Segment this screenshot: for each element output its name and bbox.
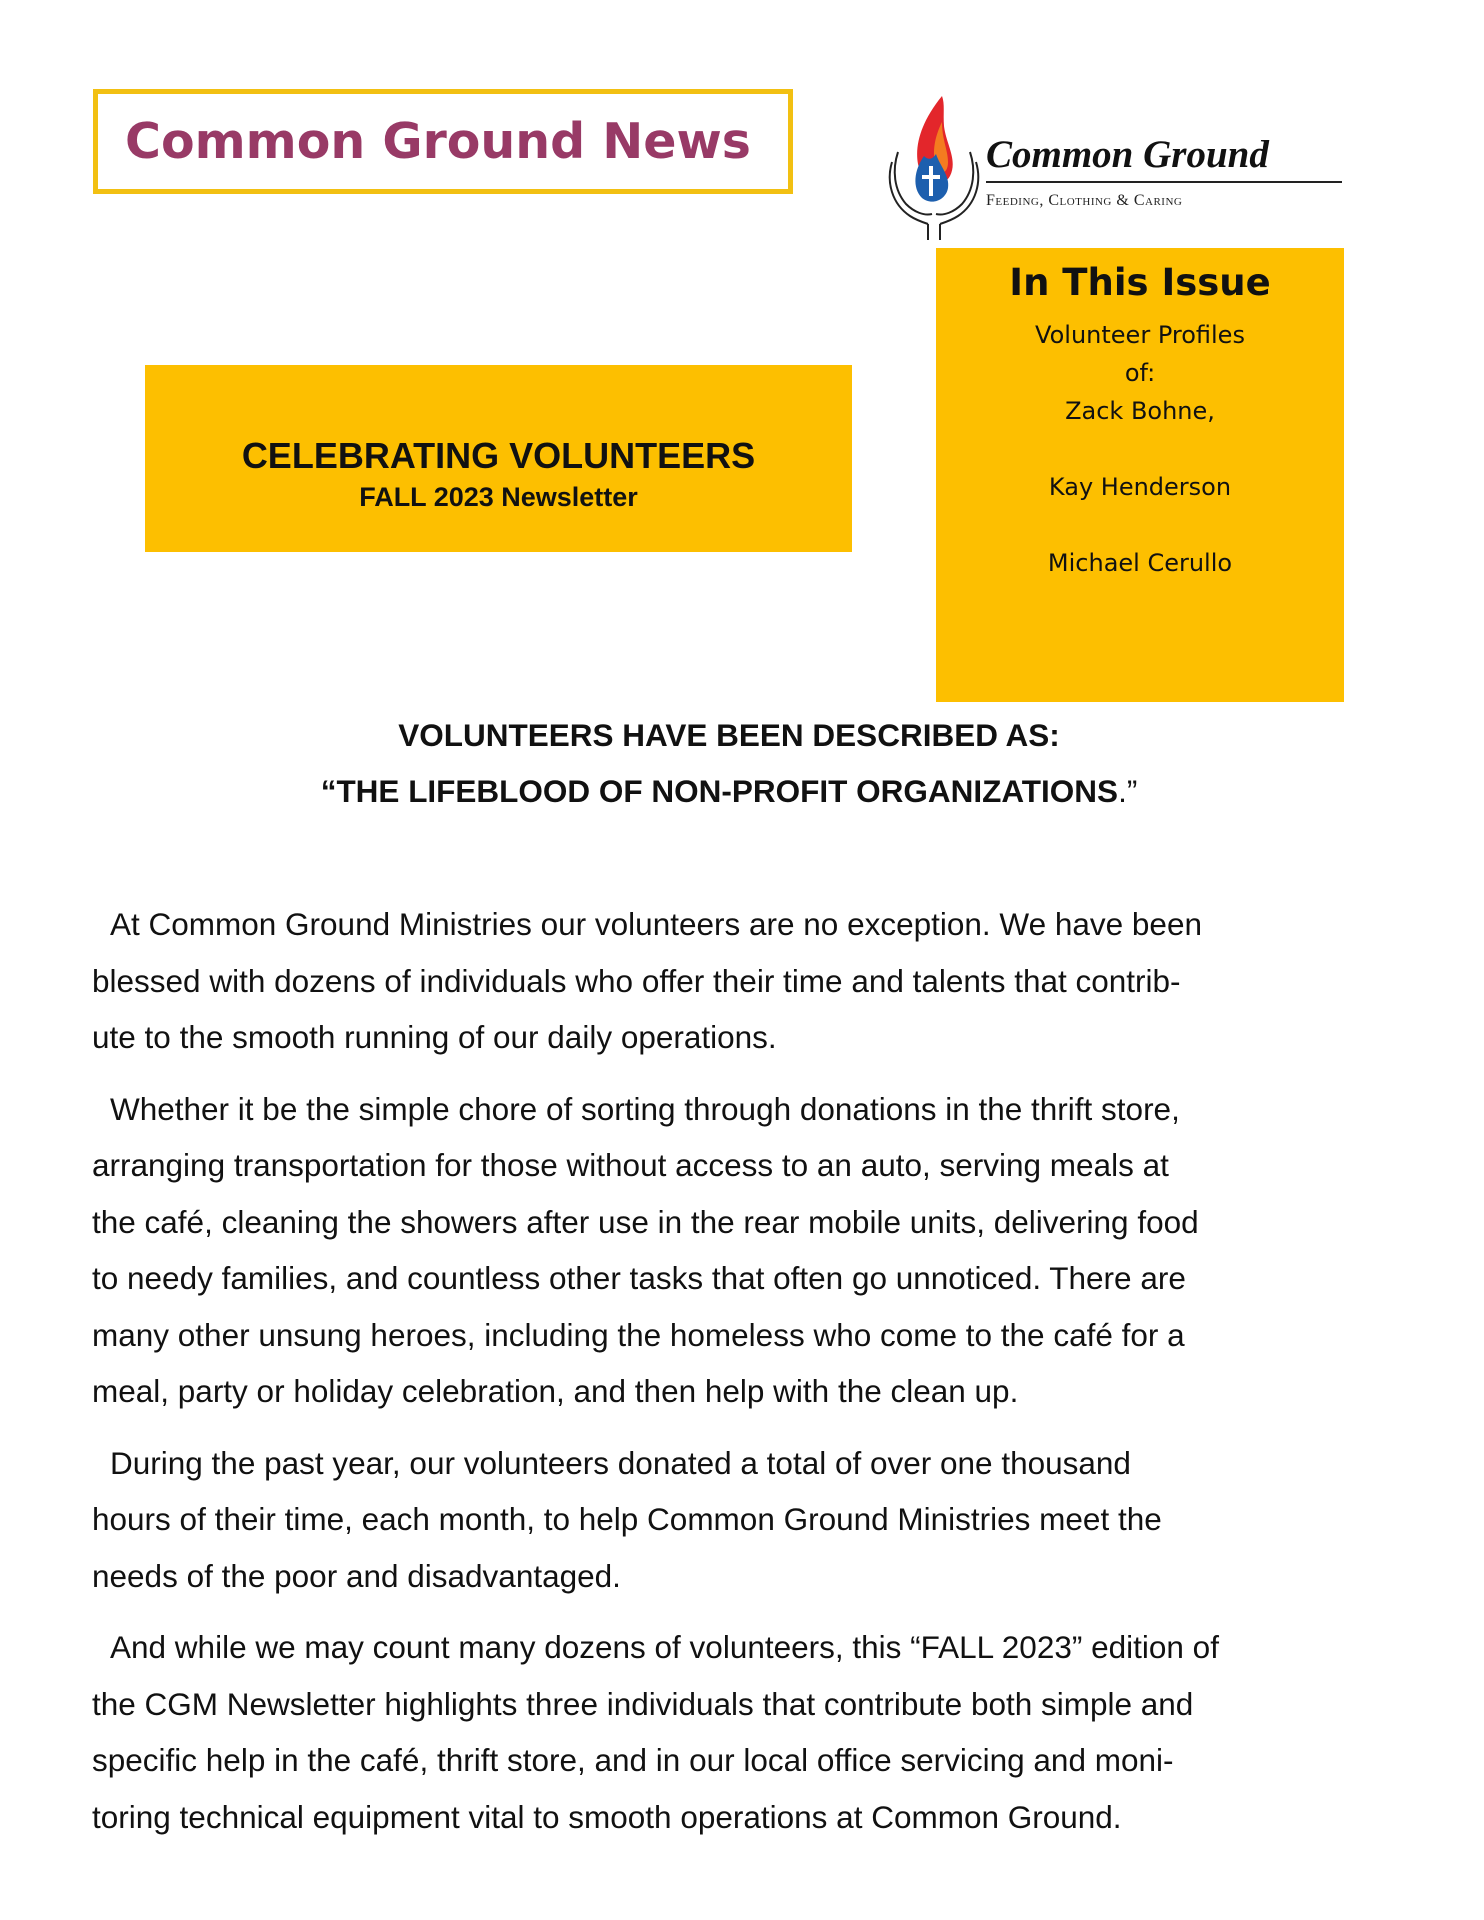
title-box [93, 89, 793, 194]
issue-line: Michael Cerullo [1047, 549, 1233, 577]
text-line: the CGM Newsletter highlights three individuals that contribute both simple and [92, 1685, 1194, 1722]
text-line: At Common Ground Ministries our volunteers are no exception. We have been [110, 906, 1202, 942]
quote-text: “THE LIFEBLOOD OF NON-PROFIT ORGANIZATIONS [320, 773, 1119, 809]
article-body [92, 896, 1382, 1860]
text-line: many other unsung heroes, including the homeless who come to the café for a [92, 1316, 1185, 1353]
text-line: Whether it be the simple chore of sorting through donations in the thrift store, [110, 1090, 1180, 1127]
common-ground-logo [884, 92, 1344, 247]
banner-subtitle: FALL 2023 Newsletter [359, 482, 638, 512]
issue-line: Volunteer Profiles [1035, 321, 1245, 349]
celebrating-banner [145, 365, 852, 552]
lifeblood-quote [93, 707, 1365, 819]
issue-line: Zack Bohne, [1065, 397, 1215, 425]
quote-line: VOLUNTEERS HAVE BEEN DESCRIBED AS: [398, 717, 1060, 753]
text-line: specific help in the café, thrift store, and in our local office servicing and moni- [92, 1742, 1174, 1778]
quote-end: .” [1118, 773, 1138, 809]
text-line: During the past year, our volunteers donated a total of over one thousand [110, 1444, 1131, 1481]
in-this-issue-box [936, 248, 1344, 702]
quote-line [93, 763, 1365, 819]
paragraph [92, 1081, 1382, 1420]
text-line: ute to the smooth running of our daily operations. [92, 1019, 777, 1055]
logo-tagline: Feeding, Clothing & Caring [986, 192, 1183, 209]
flame-hands-icon [884, 92, 984, 247]
text-line: hours of their time, each month, to help Common Ground Ministries meet the [92, 1501, 1162, 1537]
text-line: meal, party or holiday celebration, and then help with the clean up. [92, 1373, 1019, 1409]
text-line: the café, cleaning the showers after use in the rear mobile units, delivering food [92, 1203, 1199, 1240]
paragraph [92, 896, 1382, 1066]
newsletter-title: Common Ground News [125, 113, 751, 170]
text-line: toring technical equipment vital to smooth operations at Common Ground. [92, 1798, 1122, 1835]
text-line: to needy families, and countless other tasks that often go unnoticed. There are [92, 1260, 1186, 1296]
text-line: arranging transportation for those without access to an auto, serving meals at [92, 1147, 1169, 1183]
issue-heading: In This Issue [1009, 261, 1271, 304]
issue-line: Kay Henderson [1048, 473, 1232, 501]
text-line: And while we may count many dozens of volunteers, this “FALL 2023” edition of [110, 1629, 1219, 1665]
text-line: needs of the poor and disadvantaged. [92, 1557, 621, 1594]
issue-line: of: [1124, 359, 1156, 387]
text-line: blessed with dozens of individuals who offer their time and talents that contrib- [92, 962, 1181, 999]
banner-title: CELEBRATING VOLUNTEERS [241, 435, 756, 476]
paragraph [92, 1619, 1382, 1845]
paragraph [92, 1435, 1382, 1605]
logo-divider [986, 181, 1342, 183]
logo-name: Common Ground [986, 133, 1269, 176]
